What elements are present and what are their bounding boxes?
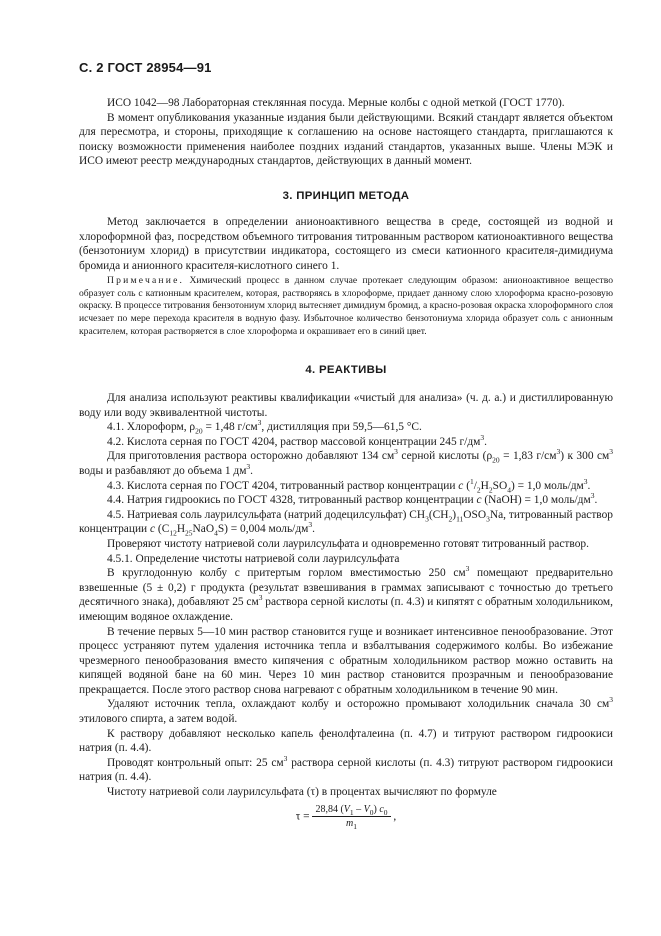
purity-formula	[79, 804, 613, 844]
formula-denominator: $m_1$	[346, 817, 357, 831]
reagents-intro: Для анализа используют реактивы квалификации «чистый для анализа» (ч. д. а.) и дистиллированную воду или воду эквивалентной чистоты.	[79, 392, 613, 419]
section-4-title: 4. РЕАКТИВЫ	[305, 364, 387, 376]
reagent-4-3: 4.3. Кислота серная по ГОСТ 4204, титрованный раствор концентрации c $(^1/_2H_2SO_4) = 1,0$ моль/$дм^3$.	[107, 476, 591, 494]
subsection-4-5-1-title: 4.5.1. Определение чистоты натриевой соли лаурилсульфата	[107, 552, 400, 565]
reagent-4-4: 4.4. Натрия гидроокись по ГОСТ 4328, титрованный раствор концентрации c (NaOH) = 1,0 моль/$дм^3$.	[107, 491, 598, 507]
section-4-body	[79, 391, 613, 844]
intro-paragraph-2: В момент опубликования указанные издания были действующими. Всякий стандарт является объектом для пересмотра, и стороны, приходящие к соглашению на основе настоящего стандарта, приглашаются к поиску возможности применения наиболее поздних изданий стандартов, указанных выше. Члены МЭК и ИСО имеют реестр международных стандартов, действующих в данный момент.	[79, 111, 613, 168]
intro-block	[79, 96, 613, 169]
reagent-4-5: 4.5. Натриевая соль лаурилсульфата (натрий додецилсульфат) $CH_3(CH_2)_{11}OSO_3Na$, титрованный раствор концентрации c $(C_{12}H_{25}NaO_4S) = 0,004$ моль/$дм^3$.	[79, 508, 613, 538]
procedure-paragraph-5: Проводят контрольный опыт: 25 $см^3$ раствора серной кислоты (п. 4.3) титруют раствором гидроокиси натрия (п. 4.4).	[79, 754, 613, 784]
section-3-note	[79, 275, 613, 339]
procedure-paragraph-6: Чистоту натриевой соли лаурилсульфата (τ) в процентах вычисляют по формуле	[107, 786, 497, 799]
procedure-paragraph-2: В течение первых 5—10 мин раствор становится гуще и возникает интенсивное пенообразование. Этот процесс устраняют путем удаления источника тепла и взбалтывания содержимого колбы. Во избежание чрезмерного пенообразования вместо кипячения с обратным холодильником раствор можно оставить на кипящей водяной бане на 60 мин. Через 10 мин раствор становится прозрачным и пенообразование прекращается. После этого раствор снова нагревают с обратным холодильником в течение 90 мин.	[79, 625, 613, 696]
section-3-title: 3. ПРИНЦИП МЕТОДА	[282, 190, 410, 202]
section-4	[79, 364, 613, 376]
page-header: С. 2 ГОСТ 28954—91	[79, 60, 212, 75]
section-3	[79, 190, 613, 202]
reagent-4-1: 4.1. Хлороформ, $\rho_{20} = 1,48$ $г/см^3$, дистилляция при 59,5—61,5 °С.	[107, 418, 422, 436]
note-text: Химический процесс в данном случае протекает следующим образом: анионоактивное вещество образует соль с катионным красителем, которая, растворяясь в хлороформе, придает данному слою хлороформа красно-розовую окраску. В процессе титрования бензотониум хлорид вытесняет димидиум бромид, а красно-розовая окраска хлороформного слоя исчезает по мере перехода красителя в водную фазу. Избыточное количество бензотониума хлорида образует соль с анионным красителем, которая растворяется в слое хлороформа и окрашивает его в синий цвет.	[79, 275, 613, 337]
formula-numerator: 28,84 $(V_1 - V_0)$ $c_0$	[312, 804, 390, 817]
note-label: Примечание.	[107, 275, 185, 286]
formula-fraction	[312, 804, 390, 829]
note-paragraph	[79, 275, 613, 339]
procedure-paragraph-3: Удаляют источник тепла, охлаждают колбу и осторожно промывают холодильник сначала 30 $см^3$ этилового спирта, а затем водой.	[79, 695, 613, 726]
reagent-4-2-prep: Для приготовления раствора осторожно добавляют 134 $см^3$ серной кислоты ($\rho_{20} = 1,83$ $г/см^3$) к 300 $см^3$ воды и разбавляют до объема 1 $дм^3$.	[79, 447, 613, 477]
procedure-paragraph-4: К раствору добавляют несколько капель фенолфталеина (п. 4.7) и титруют раствором гидроокиси натрия (п. 4.4).	[79, 727, 613, 755]
section-3-body	[79, 215, 613, 273]
reagent-4-5-check: Проверяют чистоту натриевой соли лаурилсульфата и одновременно готовят титрованный раствор.	[107, 537, 589, 550]
reagent-4-2: 4.2. Кислота серная по ГОСТ 4204, раствор массовой концентрации 245 $г/дм^3$.	[107, 432, 487, 448]
section-3-paragraph: Метод заключается в определении анионоактивного вещества в среде, состоящей из водной и хлороформной фаз, посредством объемного титрования титрованным раствором катионоактивного вещества (бензотониум хлорид) в присутствии индикатора, состоящего из смеси катионного красителя-димидиума бромида и анионного красителя-кислотного синего 1.	[79, 216, 613, 272]
formula-lhs: τ =	[295, 810, 310, 823]
formula-tail: ,	[393, 810, 397, 823]
procedure-paragraph-1: В круглодонную колбу с притертым горлом вместимостью 250 $см^3$ помещают предварительно взвешенные (5 ± 0,2) г продукта (результат взвешивания в граммах записывают с точностью до третьего десятичного знака), добавляют 25 $см^3$ раствора серной кислоты (п. 4.3) и кипятят с обратным холодильником, имеющим водяное охлаждение.	[79, 564, 613, 623]
intro-paragraph-1: ИСО 1042—98 Лабораторная стеклянная посуда. Мерные колбы с одной меткой (ГОСТ 1770).	[107, 97, 565, 109]
